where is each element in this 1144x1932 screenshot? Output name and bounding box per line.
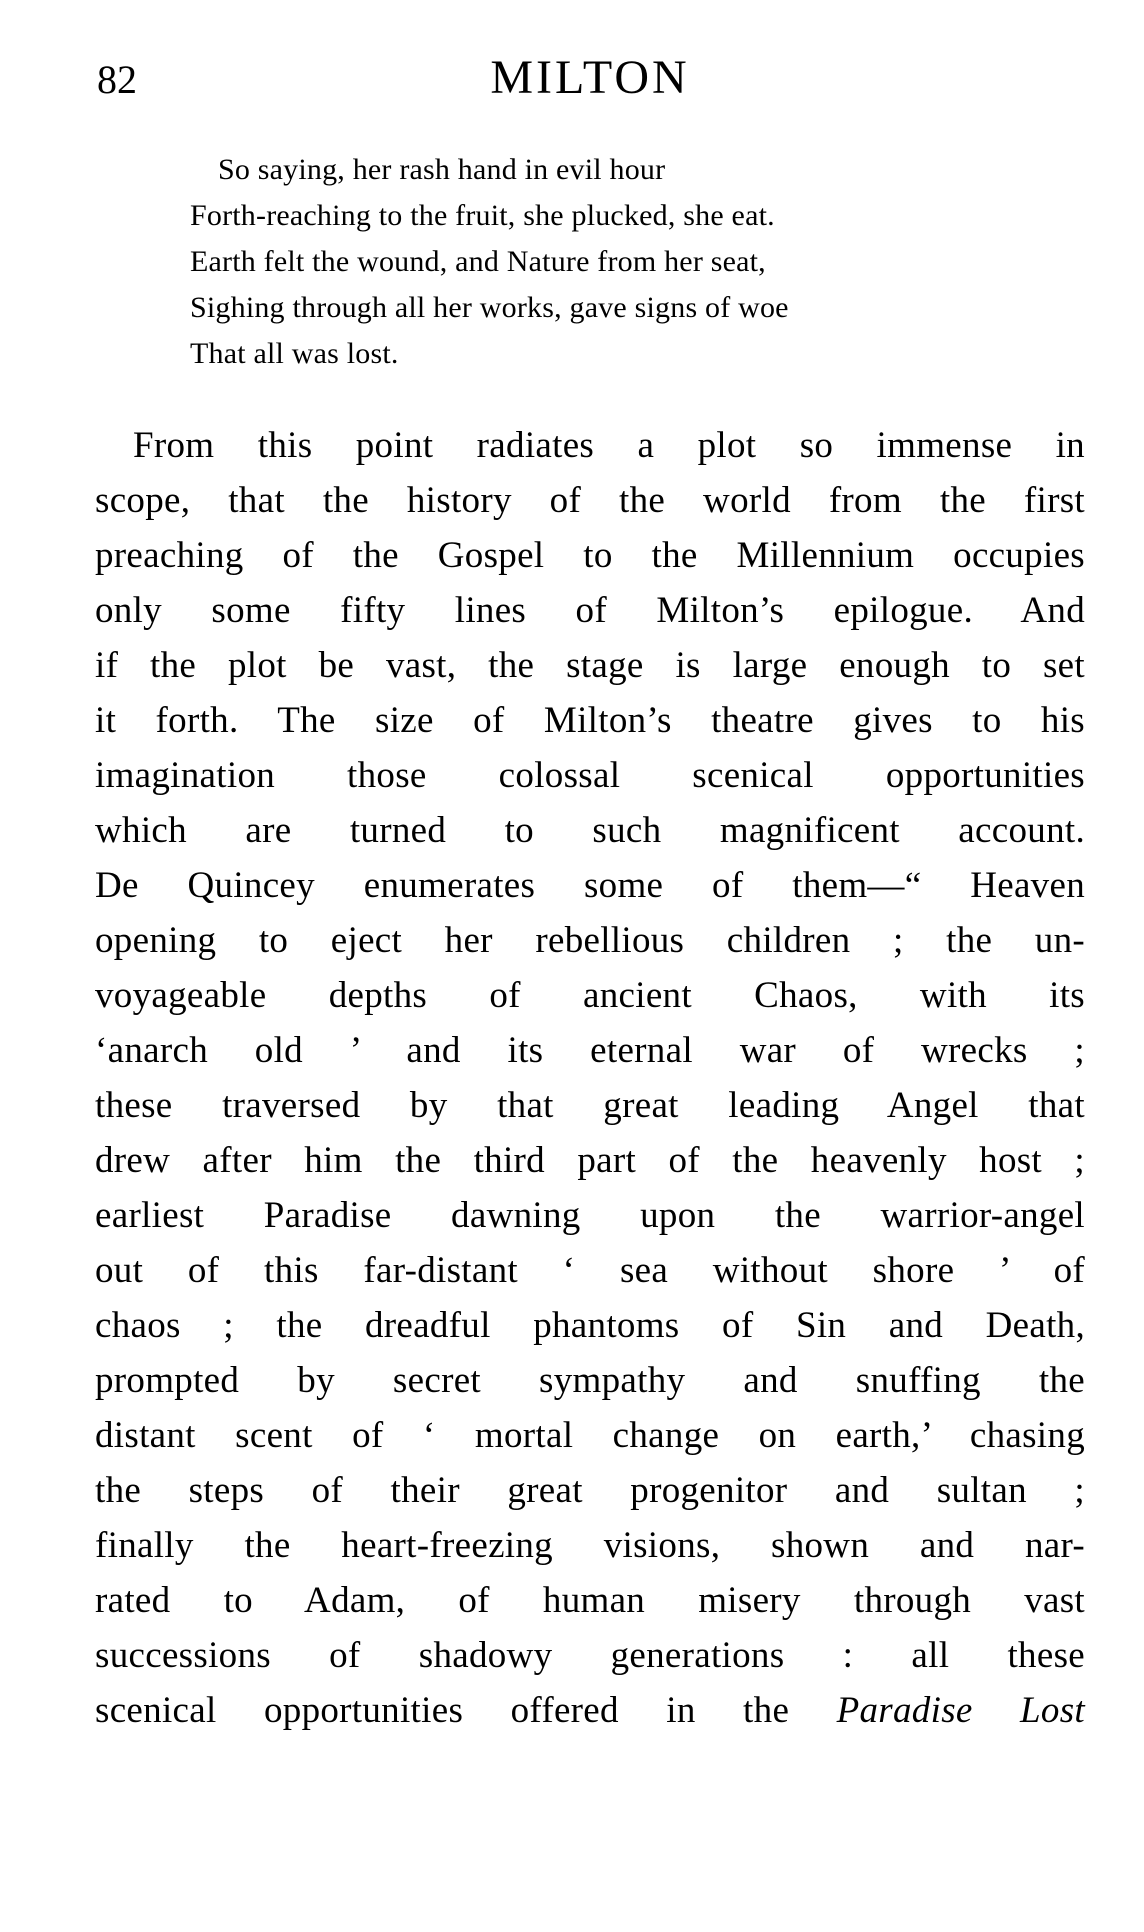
body-line: scope, that the history of the world from the first — [95, 480, 1085, 521]
work-title: Paradise Lost — [836, 1690, 1085, 1731]
running-head: MILTON — [490, 51, 690, 104]
body-line: chaos ; the dreadful phantoms of Sin and Death, — [95, 1305, 1085, 1346]
body-line: distant scent of ‘ mortal change on earth,’ chasing — [95, 1415, 1085, 1456]
body-line: voyageable depths of ancient Chaos, with its — [95, 975, 1085, 1016]
verse-line: That all was lost. — [190, 337, 399, 370]
body-line: the steps of their great progenitor and sultan ; — [95, 1470, 1085, 1511]
body-line-final — [95, 1683, 1085, 1738]
body-line: only some fifty lines of Milton’s epilogue. And — [95, 590, 1085, 631]
verse-quote — [190, 147, 950, 377]
body-line: rated to Adam, of human misery through vast — [95, 1580, 1085, 1621]
body-line: From this point radiates a plot so immense in — [133, 425, 1085, 466]
body-line: these traversed by that great leading Angel that — [95, 1085, 1085, 1126]
body-line: it forth. The size of Milton’s theatre gives to his — [95, 700, 1085, 741]
body-line: which are turned to such magnificent account. — [95, 810, 1085, 851]
body-line: earliest Paradise dawning upon the warrior-angel — [95, 1195, 1085, 1236]
body-line: if the plot be vast, the stage is large enough to set — [95, 645, 1085, 686]
verse-line: Sighing through all her works, gave signs of woe — [190, 291, 789, 324]
body-line: drew after him the third part of the heavenly host ; — [95, 1140, 1085, 1181]
body-paragraph — [95, 418, 1085, 1738]
body-line: De Quincey enumerates some of them—“ Heaven — [95, 865, 1085, 906]
body-line: successions of shadowy generations : all these — [95, 1635, 1085, 1676]
page-header — [95, 52, 1085, 108]
body-line: out of this far-distant ‘ sea without shore ’ of — [95, 1250, 1085, 1291]
body-line: prompted by secret sympathy and snuffing the — [95, 1360, 1085, 1401]
verse-line: Earth felt the wound, and Nature from her seat, — [190, 245, 766, 278]
body-line: preaching of the Gospel to the Millennium occupies — [95, 535, 1085, 576]
body-line: ‘anarch old ’ and its eternal war of wrecks ; — [95, 1030, 1085, 1071]
verse-line: So saying, her rash hand in evil hour — [218, 153, 666, 186]
body-line: opening to eject her rebellious children ; the un- — [95, 920, 1085, 961]
body-line: finally the heart-freezing visions, shown and nar- — [95, 1525, 1085, 1566]
page-number: 82 — [97, 57, 137, 102]
verse-line: Forth-reaching to the fruit, she plucked, she eat. — [190, 199, 775, 232]
body-line: imagination those colossal scenical opportunities — [95, 755, 1085, 796]
body-line-final-text: scenical opportunities offered in the — [95, 1690, 837, 1731]
